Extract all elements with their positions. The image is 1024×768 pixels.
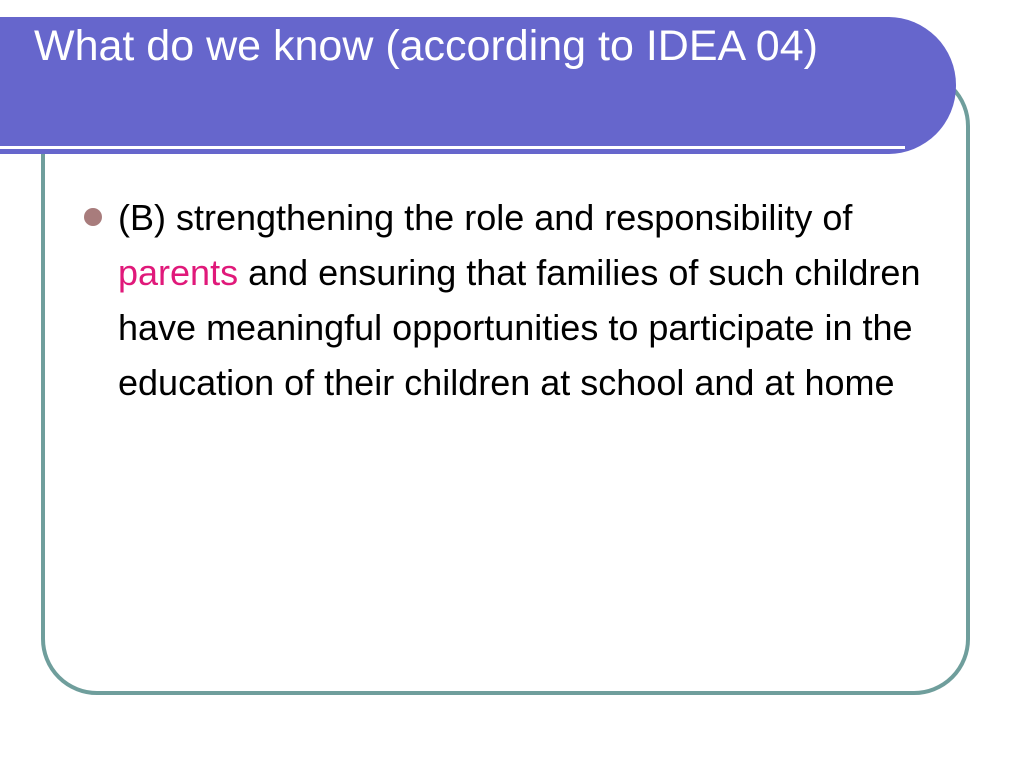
- bullet-list: [84, 190, 944, 410]
- bullet-dot-icon: [84, 208, 102, 226]
- bullet-highlight-parents: parents: [118, 252, 239, 293]
- bullet-item: [84, 190, 944, 410]
- bullet-text-after: and ensuring that families of such children have meaningful opportunities to participate in the education of their children at school and at home: [118, 252, 921, 403]
- title-underline: [0, 146, 905, 149]
- bullet-text-before: (B) strengthening the role and responsibility of: [118, 197, 853, 238]
- slide-title: What do we know (according to IDEA 04): [34, 22, 818, 70]
